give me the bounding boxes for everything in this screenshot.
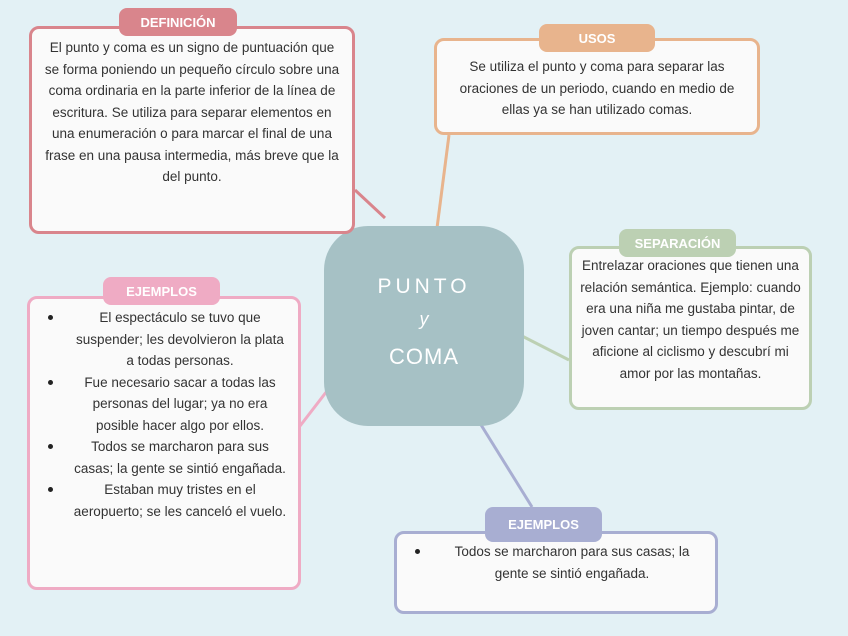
separacion-label[interactable]: SEPARACIÓN [619, 229, 736, 257]
list-item: Todos se marcharon para sus casas; la gente se sintió engañada. [30, 436, 298, 479]
list-item: Fue necesario sacar a todas las personas del lugar; ya no era posible hacer algo por ellos. [30, 372, 298, 437]
central-topic-line1: PUNTO [377, 274, 471, 298]
connector-usos [437, 135, 449, 228]
separacion-card[interactable] [569, 246, 812, 410]
ejemplos-bottom-card[interactable] [394, 531, 718, 614]
ejemplos-left-list [30, 299, 298, 522]
central-topic-line3: COMA [389, 343, 459, 369]
definicion-text: El punto y coma es un signo de puntuación que se forma poniendo un pequeño círculo sobre una coma ordinaria en la parte inferior de la línea de escritura. Se utiliza para separar elementos en una enumeración o para marcar el final de una frase en una pausa intermedia, más breve que la del punto. [44, 40, 340, 184]
definicion-label[interactable]: DEFINICIÓN [119, 8, 237, 36]
central-topic-node[interactable] [324, 226, 524, 426]
usos-label[interactable]: USOS [539, 24, 655, 52]
list-item: Todos se marcharon para sus casas; la gente se sintió engañada. [397, 541, 715, 584]
usos-text: Se utiliza el punto y coma para separar las oraciones de un periodo, cuando en medio de ellas ya se han utilizado comas. [459, 59, 735, 117]
list-item: Estaban muy tristes en el aeropuerto; se les canceló el vuelo. [30, 479, 298, 522]
connector-definicion [355, 190, 385, 218]
list-item: El espectáculo se tuvo que suspender; les devolvieron la plata a todas personas. [30, 307, 298, 372]
ejemplos-bottom-label[interactable]: EJEMPLOS [485, 507, 602, 542]
connector-separacion [522, 336, 569, 360]
central-topic-line2: y [419, 308, 429, 329]
ejemplos-left-card[interactable] [27, 296, 301, 590]
usos-card[interactable] [434, 38, 760, 135]
definicion-card[interactable] [29, 26, 355, 234]
separacion-text: Entrelazar oraciones que tienen una relación semántica. Ejemplo: cuando era una niña me gustaba pintar, de joven cantar; un tiempo después me aficione al ciclismo y descubrí mi amor por las montañas. [580, 258, 801, 381]
ejemplos-left-label[interactable]: EJEMPLOS [103, 277, 220, 305]
connector-ejemplos-bottom [478, 420, 532, 507]
